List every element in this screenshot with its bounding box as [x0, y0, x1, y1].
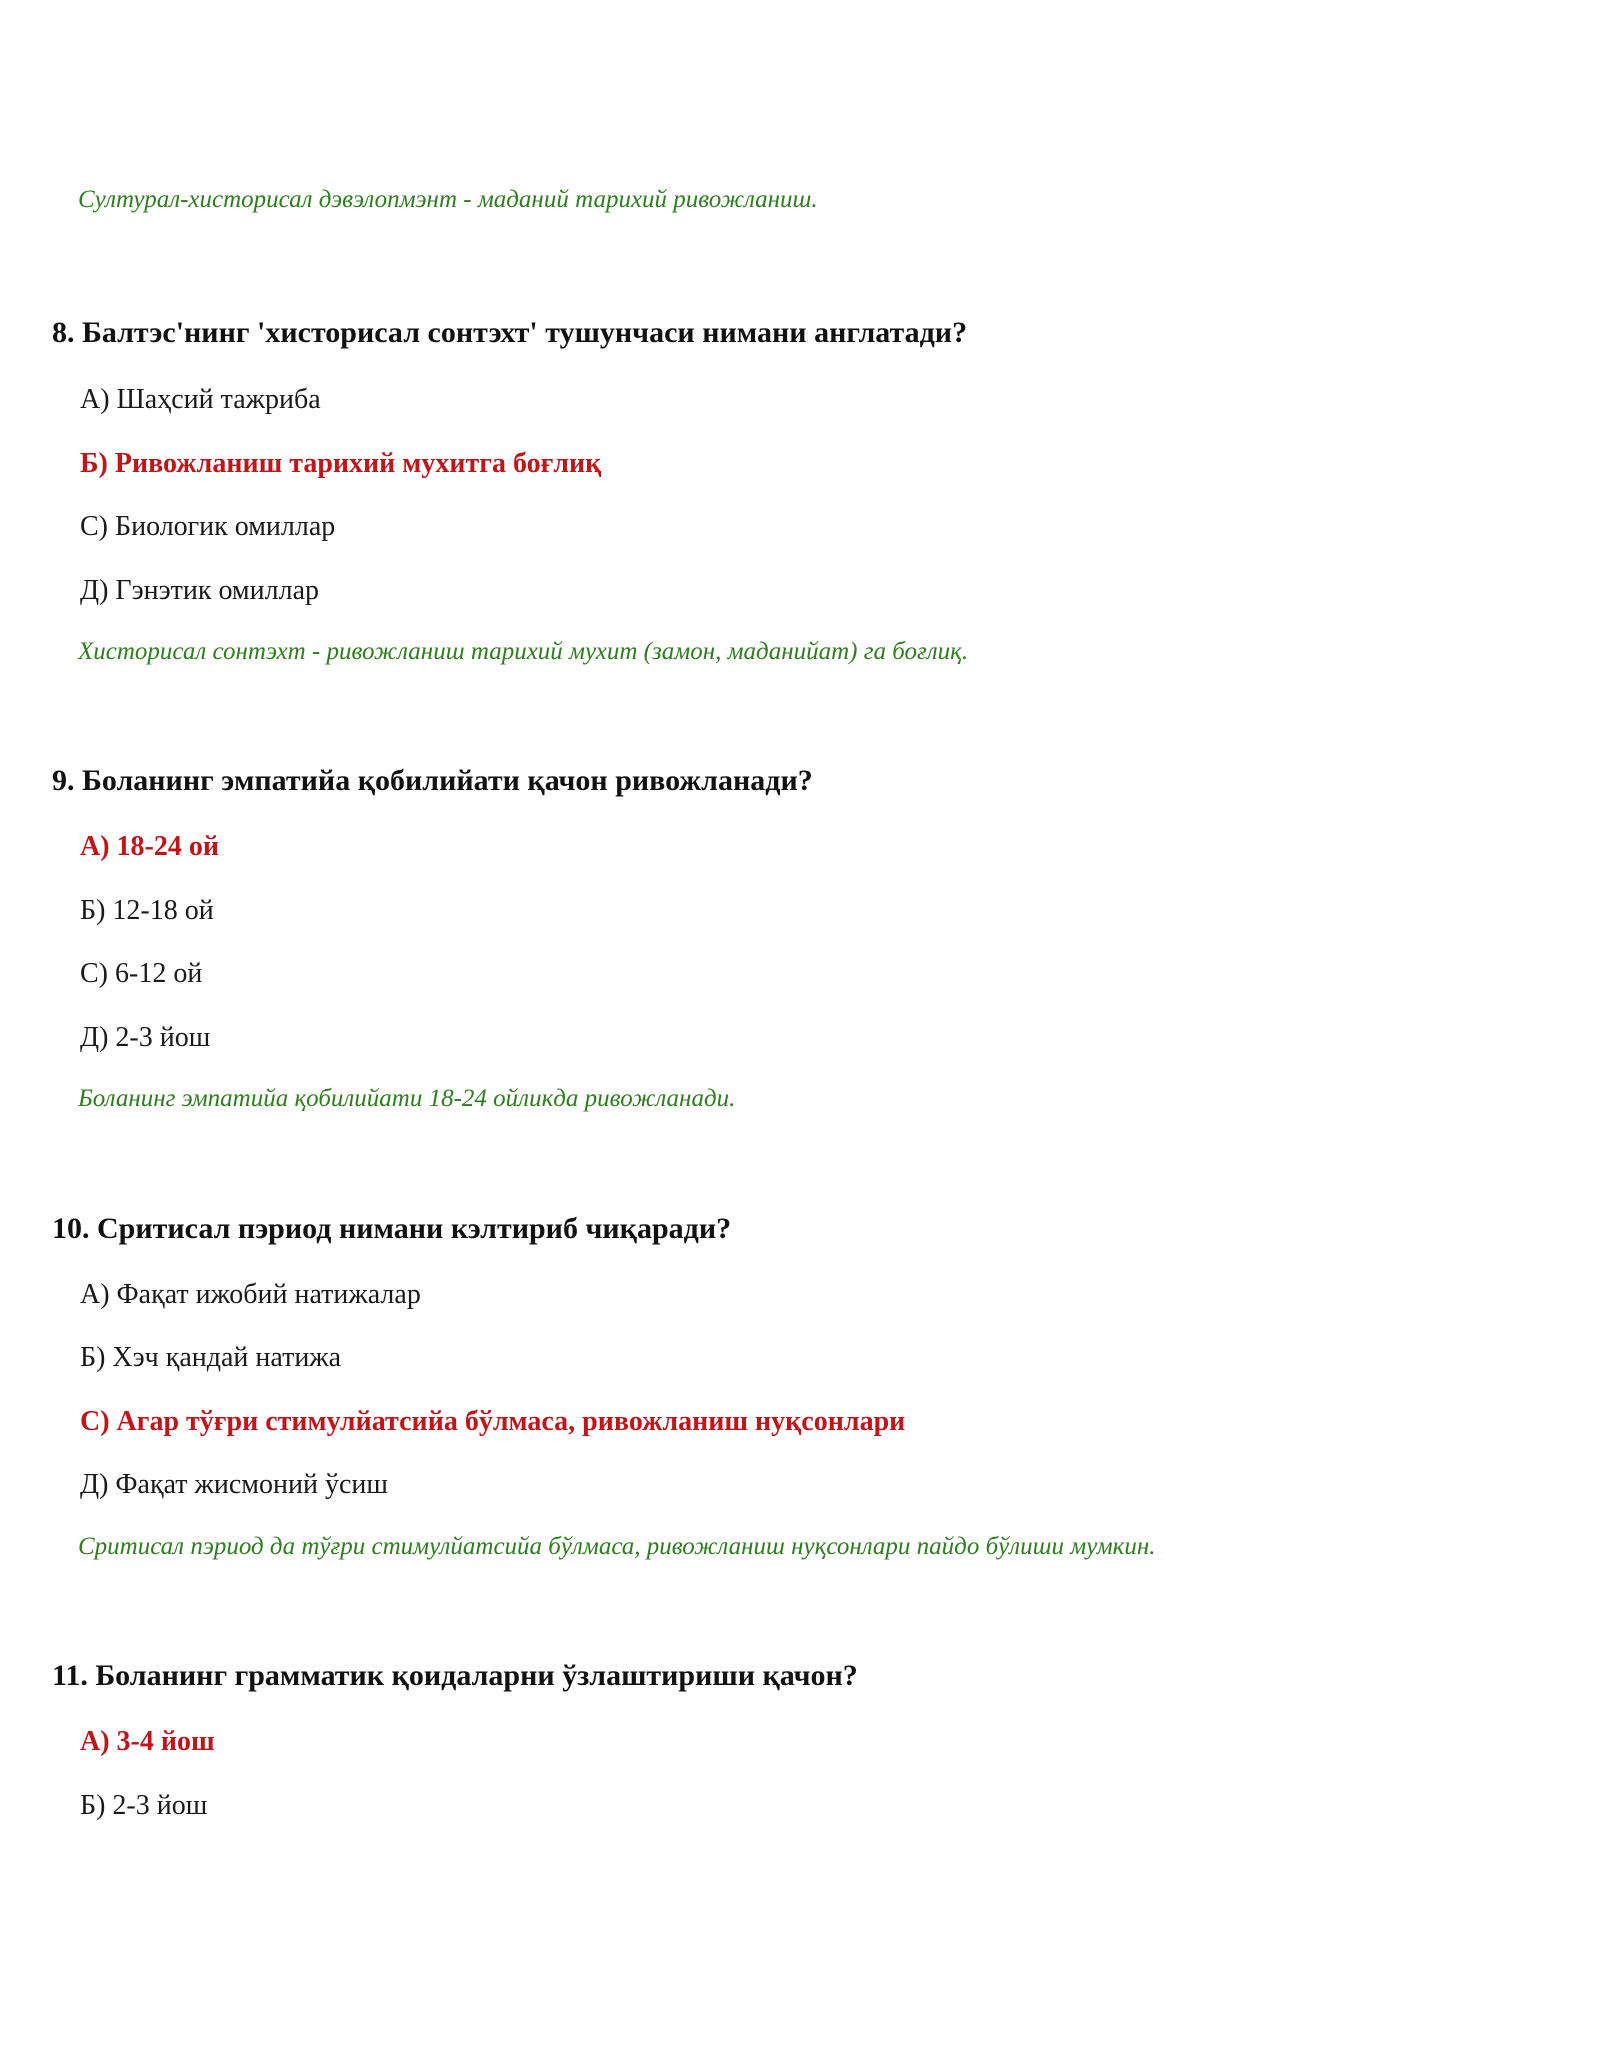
question-9-option-d: Д) 2-3 йош: [80, 1022, 211, 1053]
question-11-option-b: Б) 2-3 йош: [80, 1790, 208, 1821]
question-8-explanation: Хисторисал сонтэхт - ривожланиш тарихий мухит (замон, маданийат) га боғлиқ.: [78, 638, 969, 665]
question-9-option-a-correct: А) 18-24 ой: [80, 831, 220, 862]
question-9-explanation: Боланинг эмпатийа қобилийати 18-24 ойликда ривожланади.: [78, 1085, 736, 1112]
question-8-option-d: Д) Гэнэтик омиллар: [80, 575, 319, 606]
question-10-option-a: А) Фақат ижобий натижалар: [80, 1279, 421, 1310]
question-10-title: 10. Сритисал пэриод нимани кэлтириб чиқаради?: [52, 1212, 732, 1245]
question-9-option-b: Б) 12-18 ой: [80, 895, 214, 926]
question-8-title: 8. Балтэс'нинг 'хисторисал сонтэхт' тушунчаси нимани англатади?: [52, 316, 968, 349]
question-8-option-a: А) Шаҳсий тажриба: [80, 384, 321, 415]
question-8-option-c: С) Биологик омиллар: [80, 511, 336, 542]
question-10-explanation: Сритисал пэриод да тўғри стимулйатсийа бўлмаса, ривожланиш нуқсонлари пайдо бўлиши мумкин.: [78, 1533, 1156, 1560]
question-11-option-a-correct: А) 3-4 йош: [80, 1726, 215, 1757]
question-8-option-b-correct: Б) Ривожланиш тарихий мухитга боғлиқ: [80, 448, 602, 479]
question-9-option-c: С) 6-12 ой: [80, 958, 203, 989]
question-11-title: 11. Боланинг грамматик қоидаларни ўзлаштириши қачон?: [52, 1659, 858, 1692]
question-10-option-d: Д) Фақат жисмоний ўсиш: [80, 1469, 388, 1500]
intro-explanation: Султурал-хисторисал дэвэлопмэнт - маданий тарихий ривожланиш.: [78, 186, 818, 213]
question-10-option-c-correct: С) Агар тўғри стимулйатсийа бўлмаса, ривожланиш нуқсонлари: [80, 1406, 906, 1437]
question-9-title: 9. Боланинг эмпатийа қобилийати қачон ривожланади?: [52, 764, 813, 797]
question-10-option-b: Б) Хэч қандай натижа: [80, 1342, 342, 1373]
